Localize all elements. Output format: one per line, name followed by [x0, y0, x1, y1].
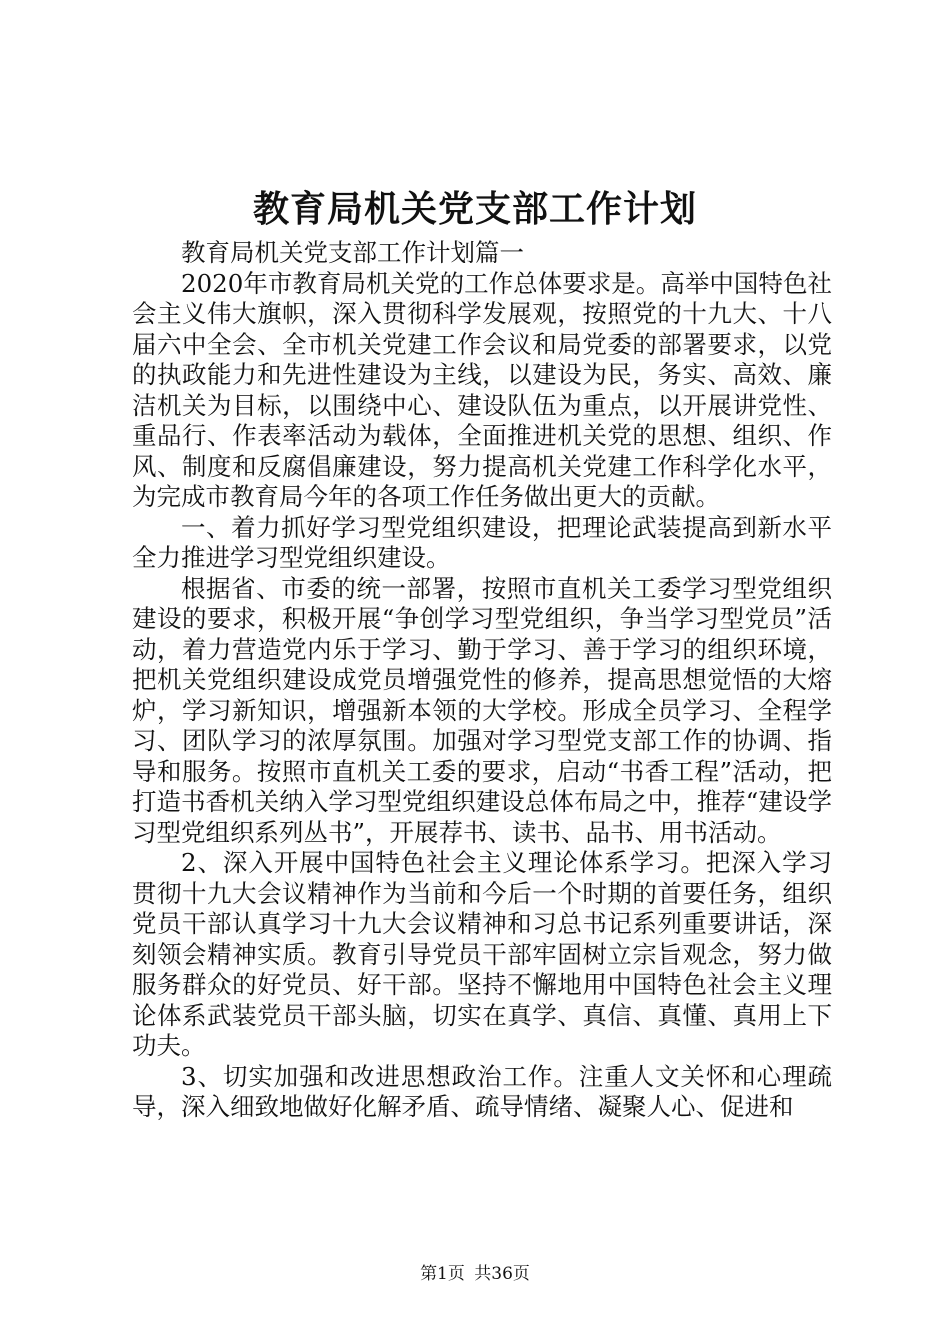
page-number: 第1页 — [420, 1264, 465, 1284]
paragraph-subtitle: 教育局机关党支部工作计划篇一 — [181, 238, 524, 267]
paragraph-item-three: 3、切实加强和改进思想政治工作。注重人文关怀和心理疏导，深入细致地做好化解矛盾、疏导情绪、凝聚人心、促进和 — [132, 1061, 832, 1121]
document-title: 教育局机关党支部工作计划 — [252, 188, 697, 230]
paragraph-section-one-body: 根据省、市委的统一部署，按照市直机关工委学习型党组织建设的要求，积极开展“争创学习型党组织，争当学习型党员”活动，着力营造党内乐于学习、勤于学习、善于学习的组织环境，把机关党组织建设成党员增强党性的修养，提高思想觉悟的大熔炉，学习新知识，增强新本领的大学校。形成全员学习、全程学习、团队学习的浓厚氛围。加强对学习型党支部工作的协调、指导和服务。按照市直机关工委的要求，启动“书香工程”活动，把打造书香机关纳入学习型党组织建设总体布局之中，推荐“建设学习型党组织系列丛书”，开展荐书、读书、品书、用书活动。 — [132, 573, 832, 847]
paragraph-item-two: 2、深入开展中国特色社会主义理论体系学习。把深入学习贯彻十九大会议精神作为当前和今后一个时期的首要任务，组织党员干部认真学习十九大会议精神和习总书记系列重要讲话，深刻领会精神实质。教育引导党员干部牢固树立宗旨观念，努力做服务群众的好党员、好干部。坚持不懈地用中国特色社会主义理论体系武装党员干部头脑，切实在真学、真信、真懂、真用上下功夫。 — [132, 848, 832, 1060]
page-total: 共36页 — [474, 1264, 530, 1284]
paragraph-overview: 2020年市教育局机关党的工作总体要求是。高举中国特色社会主义伟大旗帜，深入贯彻科学发展观，按照党的十九大、十八届六中全会、全市机关党建工作会议和局党委的部署要求，以党的执政能力和先进性建设为主线，以建设为民，务实、高效、廉洁机关为目标，以围绕中心、建设队伍为重点，以开展讲党性、重品行、作表率活动为载体，全面推进机关党的思想、组织、作风、制度和反腐倡廉建设，努力提高机关党建工作科学化水平，为完成市教育局今年的各项工作任务做出更大的贡献。 — [132, 268, 832, 511]
paragraph-section-one-heading: 一、着力抓好学习型党组织建设，把理论武装提高到新水平全力推进学习型党组织建设。 — [132, 512, 832, 572]
page-footer — [0, 1262, 950, 1286]
document-body — [132, 238, 832, 1123]
